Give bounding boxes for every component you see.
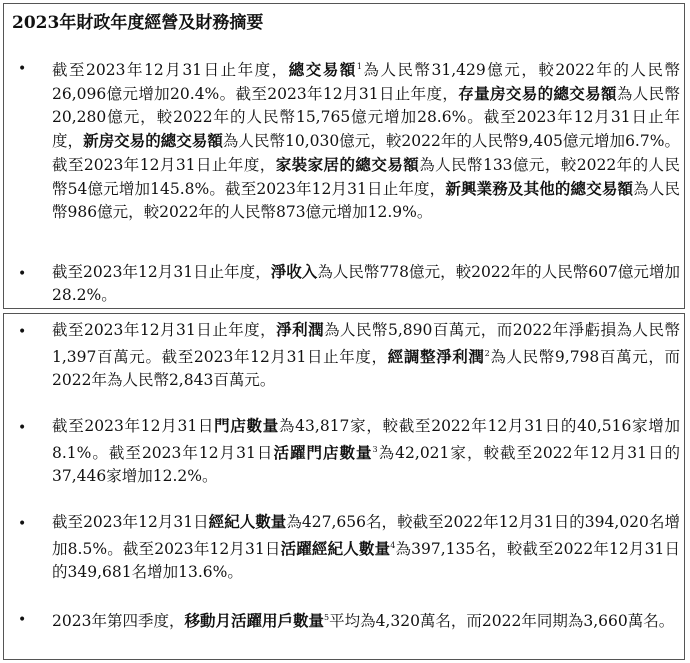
text-segment: 截至2023年12月31日止年度， bbox=[52, 263, 271, 281]
text-segment: 2023年第四季度， bbox=[52, 612, 185, 630]
keyword-agent-count: 經紀人數量 bbox=[208, 512, 287, 531]
footnote-ref: 3 bbox=[372, 445, 378, 454]
keyword-net-revenue: 淨收入 bbox=[270, 262, 318, 281]
keyword-store-count: 門店數量 bbox=[214, 416, 279, 435]
text-segment: 截至2023年12月31日 bbox=[52, 513, 209, 531]
keyword-existing-home-gtv: 存量房交易的總交易額 bbox=[458, 84, 617, 103]
gtv-paragraph bbox=[52, 55, 680, 224]
keyword-total-gtv: 總交易額 bbox=[288, 60, 357, 79]
bullet-marker: • bbox=[18, 266, 27, 282]
text-segment: 為人民幣20,280億元，較2022年的人民幣15,765億元增加28.6%。截至2023年12月31日止年度， bbox=[52, 85, 680, 150]
keyword-emerging-gtv: 新興業務及其他的總交易額 bbox=[445, 179, 634, 198]
agents-paragraph bbox=[52, 510, 680, 584]
bullet-marker: • bbox=[18, 61, 27, 77]
bullet-marker: • bbox=[18, 516, 27, 532]
text-segment: 截至2023年12月31日 bbox=[52, 417, 215, 435]
footnote-ref: 1 bbox=[356, 62, 362, 71]
text-segment: 為人民幣778億元，較2022年的人民幣607億元增加28.2%。 bbox=[52, 263, 680, 304]
keyword-active-agents: 活躍經紀人數量 bbox=[280, 539, 391, 558]
text-segment: 為43,817家，較截至2022年12月31日的40,516家增加8.1%。截至2023年12月31日 bbox=[52, 417, 680, 462]
keyword-adjusted-net-income: 經調整淨利潤 bbox=[387, 347, 485, 366]
mau-paragraph bbox=[52, 606, 680, 633]
bullet-marker: • bbox=[18, 420, 27, 436]
footnote-ref: 4 bbox=[390, 541, 396, 550]
keyword-new-home-gtv: 新房交易的總交易額 bbox=[83, 131, 223, 150]
text-segment: 為人民幣986億元，較2022年的人民幣873億元增加12.9%。 bbox=[52, 180, 680, 221]
text-segment: 為人民幣31,429億元，較2022年的人民幣26,096億元增加20.4%。截至2023年12月31日止年度， bbox=[52, 61, 680, 103]
bullet-marker: • bbox=[18, 324, 27, 340]
net-income-paragraph bbox=[52, 318, 680, 392]
footnote-ref: 5 bbox=[323, 613, 330, 622]
keyword-net-income: 淨利潤 bbox=[276, 320, 325, 339]
net-revenue-paragraph bbox=[52, 260, 680, 307]
keyword-active-stores: 活躍門店數量 bbox=[273, 443, 373, 462]
text-segment: 平均為4,320萬名，而2022年同期為3,660萬名。 bbox=[329, 612, 675, 630]
summary-box-financials bbox=[3, 313, 685, 660]
footnote-ref: 2 bbox=[484, 349, 490, 358]
text-segment: 為人民幣5,890百萬元，而2022年淨虧損為人民幣1,397百萬元。截至2023年12月31日止年度， bbox=[52, 321, 680, 366]
text-segment: 為42,021家，較截至2022年12月31日的37,446家增加12.2%。 bbox=[52, 444, 680, 485]
text-segment: 為人民幣10,030億元，較2022年的人民幣9,405億元增加6.7%。截至2023年12月31日止年度， bbox=[52, 132, 680, 174]
stores-paragraph bbox=[52, 414, 680, 488]
text-segment: 為397,135名，較截至2022年12月31日的349,681名增加13.6%。 bbox=[52, 540, 680, 581]
text-segment: 為427,656名，較截至2022年12月31日的394,020名增加8.5%。截至2023年12月31日 bbox=[52, 513, 680, 558]
keyword-mobile-mau: 移動月活躍用戶數量 bbox=[184, 611, 324, 630]
text-segment: 截至2023年12月31日止年度， bbox=[52, 61, 289, 79]
text-segment: 截至2023年12月31日止年度， bbox=[52, 321, 277, 339]
bullet-marker: • bbox=[18, 612, 27, 628]
keyword-home-renovation-gtv: 家裝家居的總交易額 bbox=[275, 155, 420, 174]
summary-box-operations bbox=[3, 3, 685, 309]
section-heading: 2023年財政年度經營及財務摘要 bbox=[12, 13, 264, 33]
text-segment: 為人民幣9,798百萬元，而2022年為人民幣2,843百萬元。 bbox=[52, 348, 680, 389]
text-segment: 為人民幣133億元，較2022年的人民幣54億元增加145.8%。截至2023年12月31日止年度， bbox=[52, 156, 680, 198]
